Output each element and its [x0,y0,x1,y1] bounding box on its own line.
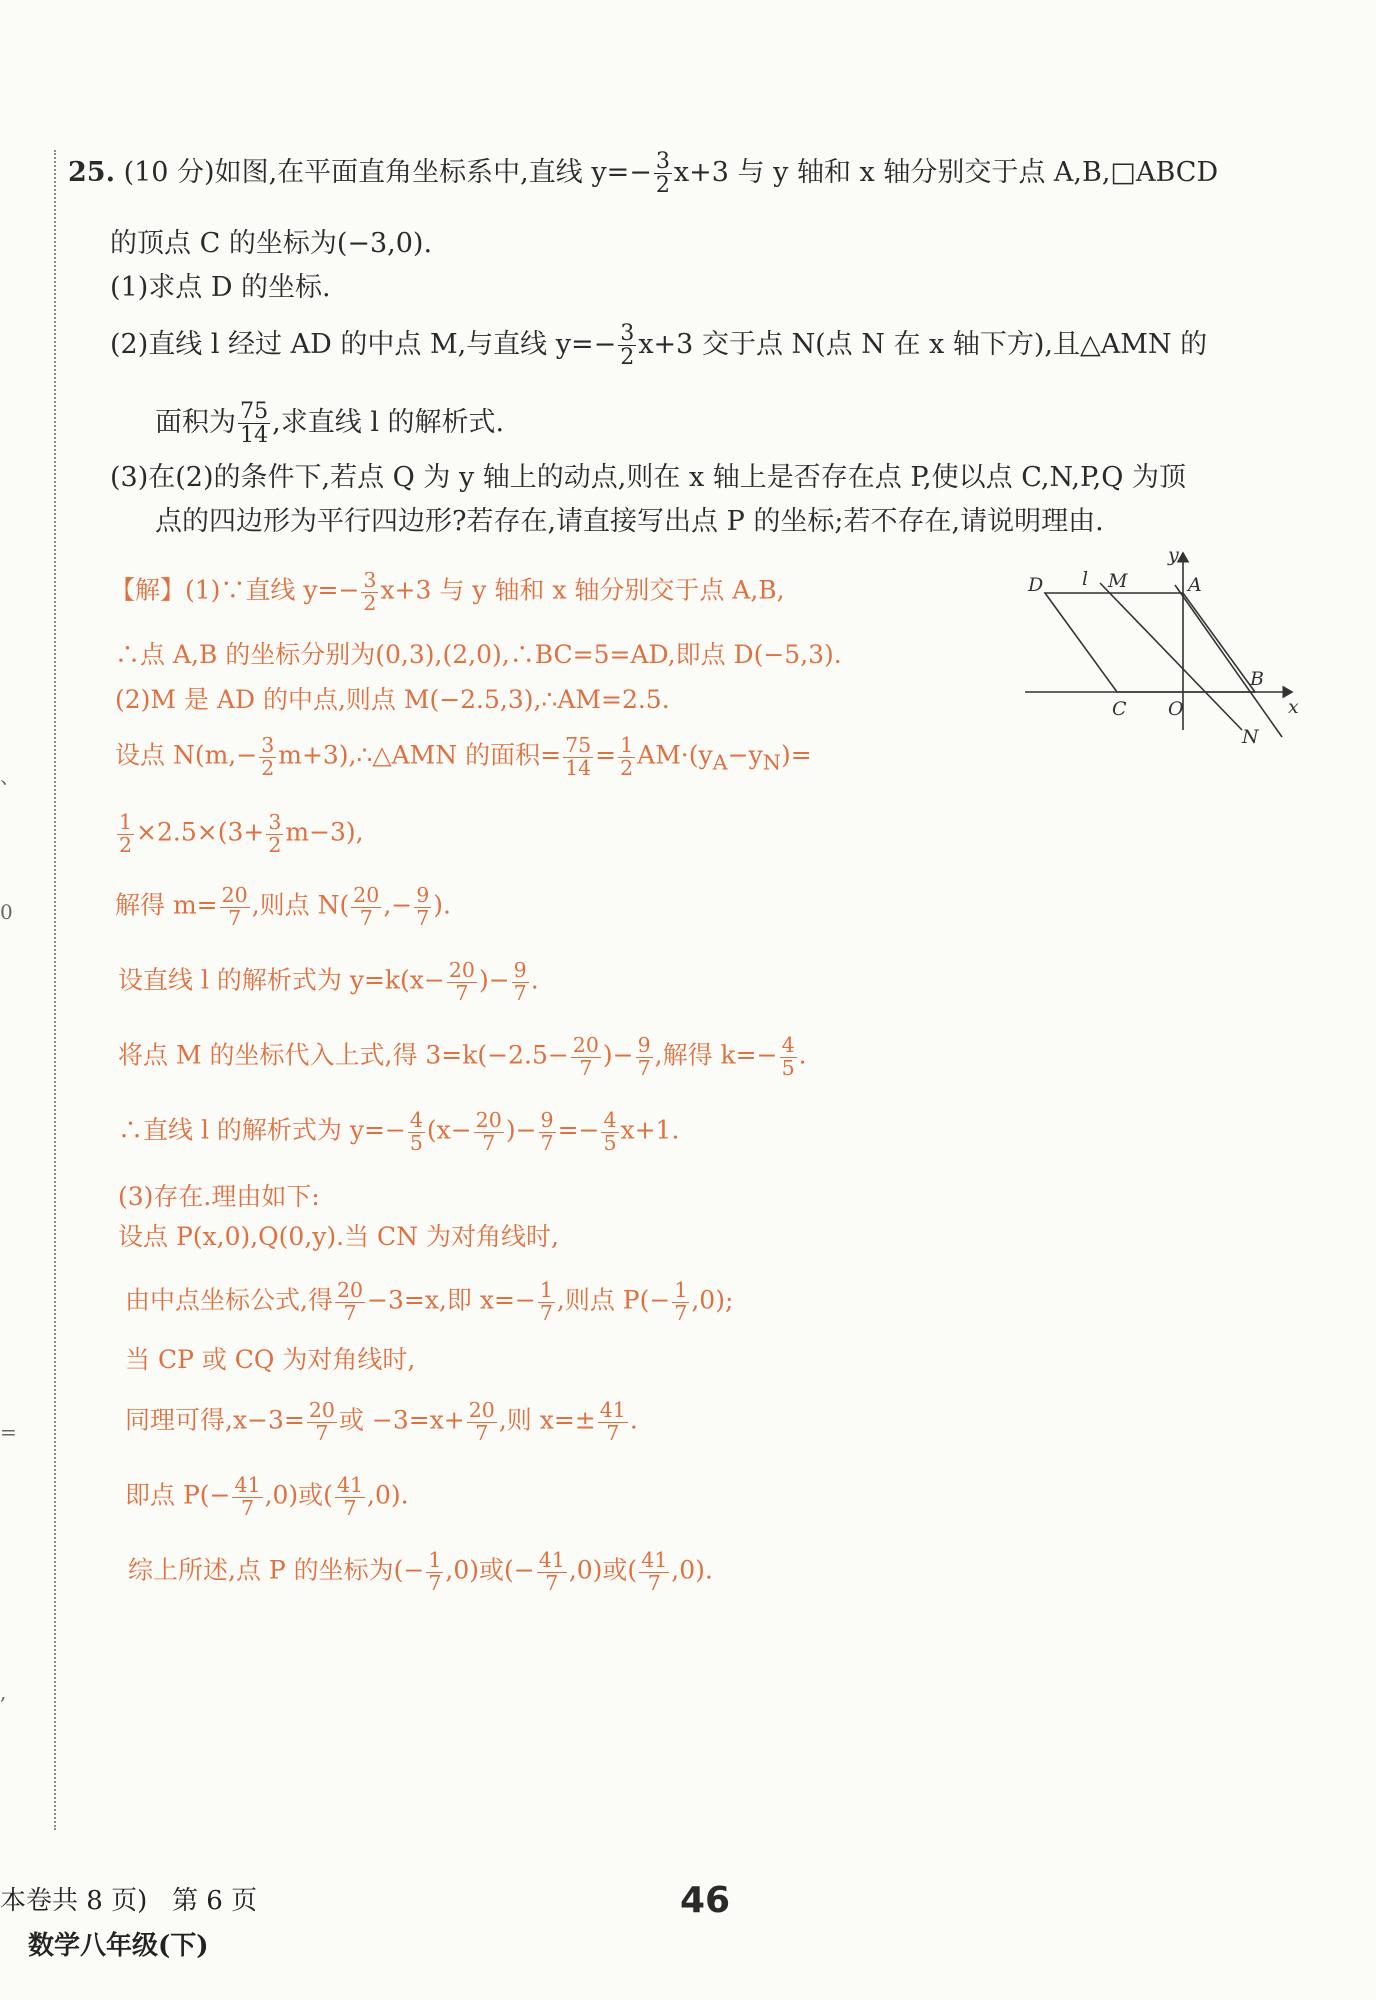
answer-line-8: 将点 M 的坐标代入上式,得 3=k(−2.5− $\frac{20}{7}$ )− $\frac{9}{7}$ ,解得 k=− $\frac{4}{5}$ . [118,1033,807,1080]
label-c: C [1112,698,1127,720]
edge-mark: = [0,1420,17,1444]
question-part-3-cont: 点的四边形为平行四边形?若存在,请直接写出点 P 的坐标;若不存在,请说明理由. [155,506,1104,537]
fraction: $\frac{75}{14}$ [240,398,269,449]
edge-mark: 0 [0,900,13,924]
question-part-2-cont: 面积为 $\frac{75}{14}$ ,求直线 l 的解析式. [155,398,505,449]
solution-tag: 【解】 [110,575,186,605]
label-b: B [1250,668,1264,690]
answer-line-4: 设点 N(m,− $\frac{3}{2}$ m+3),∴△AMN 的面积= $\frac{75}{14}$ = $\frac{1}{2}$ $AM\cdot(y_A-y_N)=$ [115,733,812,780]
label-l: l [1082,568,1089,590]
question-part-2: (2)直线 l 经过 AD 的中点 M,与直线 y=− $\frac{3}{2}$ x+3 交于点 N(点 N 在 x 轴下方),且△AMN 的 [110,320,1208,371]
question-line-1 [68,150,1218,197]
fraction: $\frac{3}{2}$ [620,320,635,371]
edge-mark: , [0,1680,7,1704]
answer-line-6: 解得 m= $\frac{20}{7}$ ,则点 N( $\frac{20}{7}$ ,− $\frac{9}{7}$ ). [115,883,451,930]
label-o: O [1168,698,1184,720]
edge-mark: 、 [0,764,20,788]
parallelogram-abcd [1045,593,1255,692]
question-part-3: (3)在(2)的条件下,若点 Q 为 y 轴上的动点,则在 x 轴上是否存在点 P,使以点 C,N,P,Q 为顶 [110,462,1186,493]
question-line-2: 的顶点 C 的坐标为(−3,0). [110,228,433,259]
fraction: $\frac{3}{2}$ [655,148,670,199]
page-number: 46 [680,1880,731,1921]
answer-line-16: 综上所述,点 P 的坐标为(− $\frac{1}{7}$ ,0)或(− $\frac{41}{7}$ ,0)或( $\frac{41}{7}$ ,0). [128,1548,713,1595]
answer-line-12: 由中点坐标公式,得 $\frac{20}{7}$ −3=x,即 x=− $\frac{1}{7}$ ,则点 P(− $\frac{1}{7}$ ,0); [125,1278,734,1325]
answer-line-14: 同理可得,x−3= $\frac{20}{7}$ 或 −3=x+ $\frac{20}{7}$ ,则 x=± $\frac{41}{7}$ . [125,1398,638,1445]
line-ab [1175,585,1282,737]
label-d: D [1028,574,1044,596]
binding-dotted-line [54,150,56,1830]
answer-line-5: $\frac{1}{2}$ ×2.5×(3+ $\frac{3}{2}$ m−3), [119,810,364,857]
question-text: (10 分)如图,在平面直角坐标系中,直线 y=− [123,157,652,189]
label-a: A [1188,574,1202,596]
label-x: x [1288,696,1299,718]
label-m: M [1108,570,1128,592]
answer-line-9: ∴直线 l 的解析式为 y=− $\frac{4}{5}$ (x− $\frac{20}{7}$ )− $\frac{9}{7}$ =− $\frac{4}{5}$ x+1. [118,1108,680,1155]
parallelogram-diagram [1020,545,1320,755]
answer-line-3: (2)M 是 AD 的中点,则点 M(−2.5,3),∴AM=2.5. [115,685,670,714]
answer-line-11: 设点 P(x,0),Q(0,y).当 CN 为对角线时, [118,1222,559,1251]
footer-subject: 数学八年级(下) [28,1931,209,1961]
question-part-1: (1)求点 D 的坐标. [110,272,331,303]
answer-line-10: (3)存在.理由如下: [118,1182,320,1211]
question-number: 25. [68,157,115,189]
answer-line-15: 即点 P(− $\frac{41}{7}$ ,0)或( $\frac{41}{7}$ ,0). [125,1473,409,1520]
label-n: N [1242,726,1259,748]
answer-line-7: 设直线 l 的解析式为 y=k(x− $\frac{20}{7}$ )− $\frac{9}{7}$ . [118,958,539,1005]
answer-line-13: 当 CP 或 CQ 为对角线时, [125,1345,416,1374]
label-y: y [1168,545,1179,566]
footer-page-info: 本卷共 8 页) 第 6 页 [0,1886,258,1916]
question-text: x+3 与 y 轴和 x 轴分别交于点 A,B,□ABCD [673,157,1219,189]
coordinate-figure [1020,545,1320,755]
answer-line-2: ∴点 A,B 的坐标分别为(0,3),(2,0),∴BC=5=AD,即点 D(−5,3). [115,640,842,669]
answer-line-1: 【解】(1)∵直线 y=− $\frac{3}{2}$ x+3 与 y 轴和 x 轴分别交于点 A,B, [110,568,785,615]
